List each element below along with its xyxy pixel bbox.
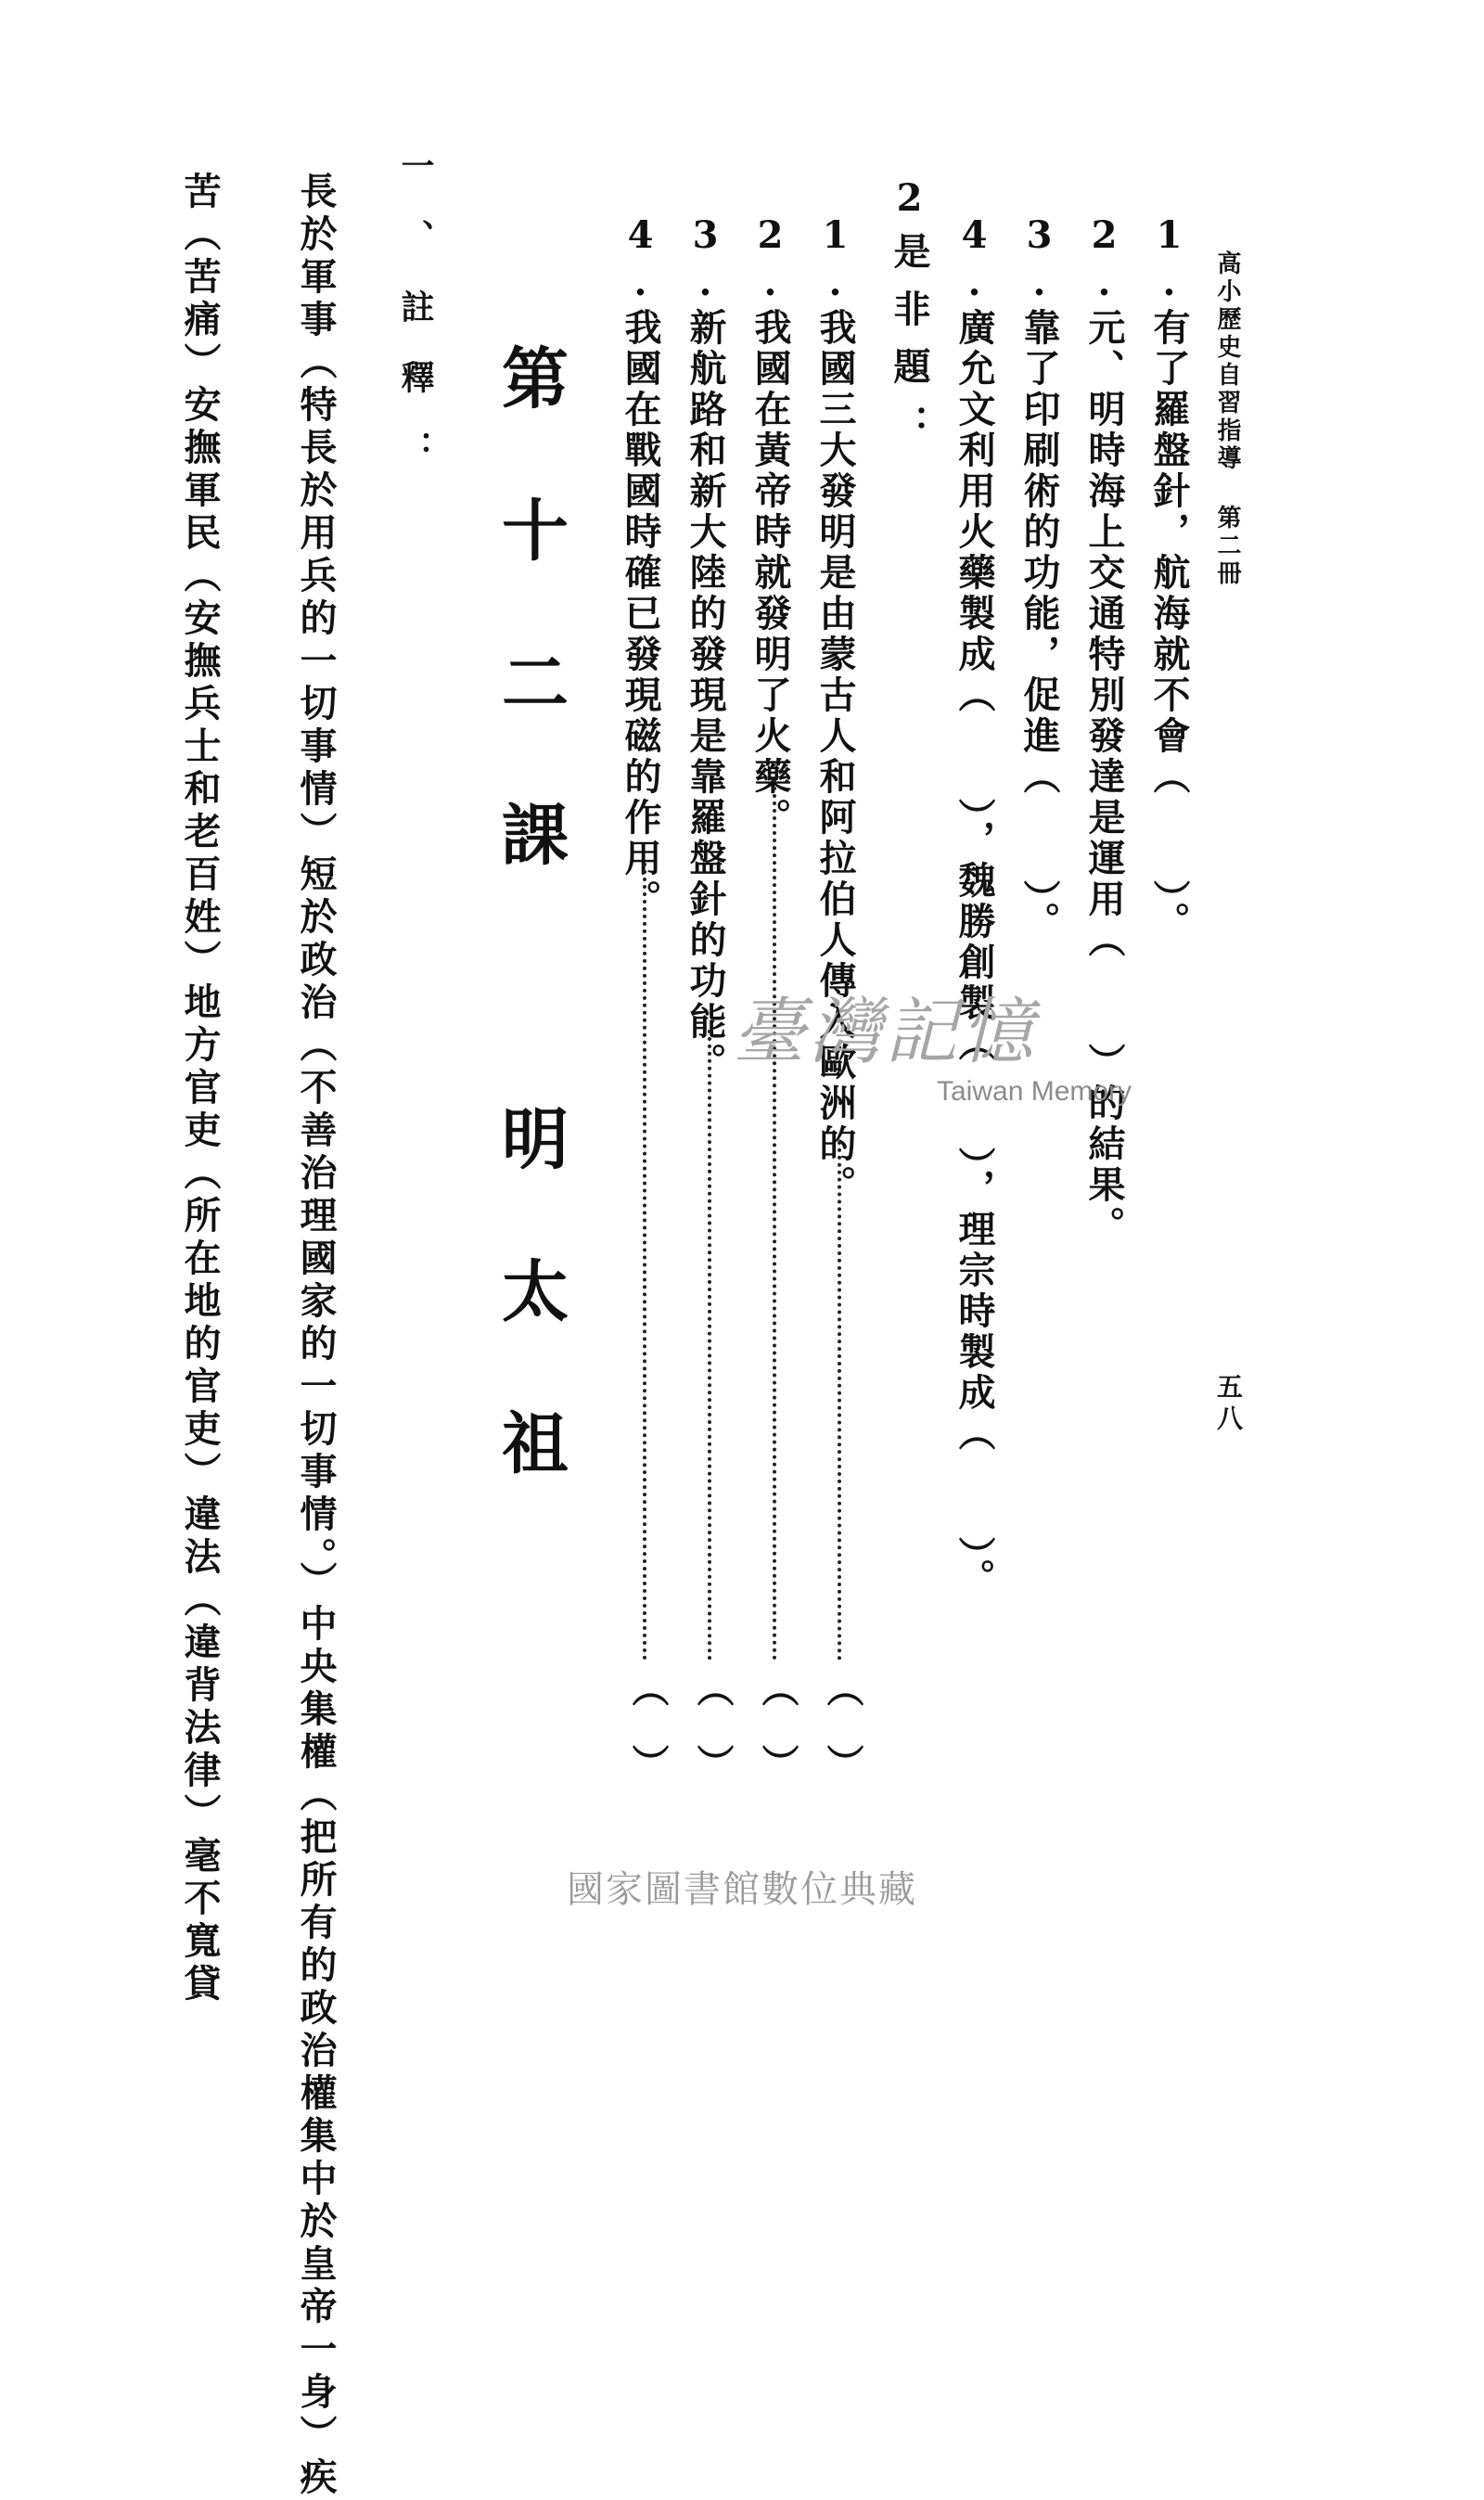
fill-blank-item-4: 4.廣允文利用火藥製成（ ），魏勝創製（ ），理宗時製成（ ）。 [953,213,996,1599]
answer-paren-4: ︵ [626,1670,670,1707]
notes-line-1: 長於軍事（特長於用兵的一切事情）短於政治（不善治理國家的一切事情。）中央集權（把所有的政治權集中於皇帝一身）疾 [294,172,338,2500]
answer-paren-1: ︵ [821,1670,864,1707]
answer-paren-3-close: ︶ [691,1744,735,1781]
true-false-number: 2 [888,176,931,224]
notes-heading: 一、註釋： [396,148,435,501]
lesson-title: 第十二課 明太祖 [491,343,569,1560]
fill-blank-item-3: 3.靠了印刷術的功能，促進（ ）。 [1017,213,1061,942]
answer-paren-2: ︵ [756,1670,800,1707]
true-false-item-2: 2.我國在黃帝時就發明了火藥。 [748,213,792,839]
book-title-header: 高小歷史自習指導 第二冊 [1213,250,1241,588]
true-false-item-4: 4.我國在戰國時確已發現磁的作用。 [619,213,662,920]
footer-credit: 國家圖書館數位典藏 [567,1869,917,1910]
watermark-logo: 臺灣記憶 [733,991,1038,1074]
true-false-item-3: 3.新航路和新大陸的發現是靠羅盤針的功能。 [684,213,727,1083]
fill-blank-item-1: 1.有了羅盤針，航海就不會（ ）。 [1147,213,1191,942]
page-number: 五八 [1213,1373,1244,1436]
watermark-subtitle: Taiwan Memory [937,1076,1132,1107]
answer-paren-3: ︵ [691,1670,735,1707]
answer-paren-2-close: ︶ [756,1744,800,1781]
leader-dots-3 [708,1030,711,1660]
true-false-label: 是非題： [888,232,931,462]
leader-dots-1 [838,1141,841,1660]
true-false-item-1: 1.我國三大發明是由蒙古人和阿拉伯人傳入歐洲的。 [813,213,857,1206]
notes-line-2: 苦（苦痛）安撫軍民（安撫兵士和老百姓）地方官吏（所在地的官吏）違法（違背法律）毫不寬貸 [178,172,222,2006]
answer-paren-1-close: ︶ [821,1744,864,1781]
fill-blank-item-2: 2.元、明時海上交通特別發達是運用（ ）的結果。 [1082,213,1126,1247]
answer-paren-4-close: ︶ [626,1744,670,1781]
leader-dots-4 [643,863,646,1660]
leader-dots-2 [773,779,776,1660]
